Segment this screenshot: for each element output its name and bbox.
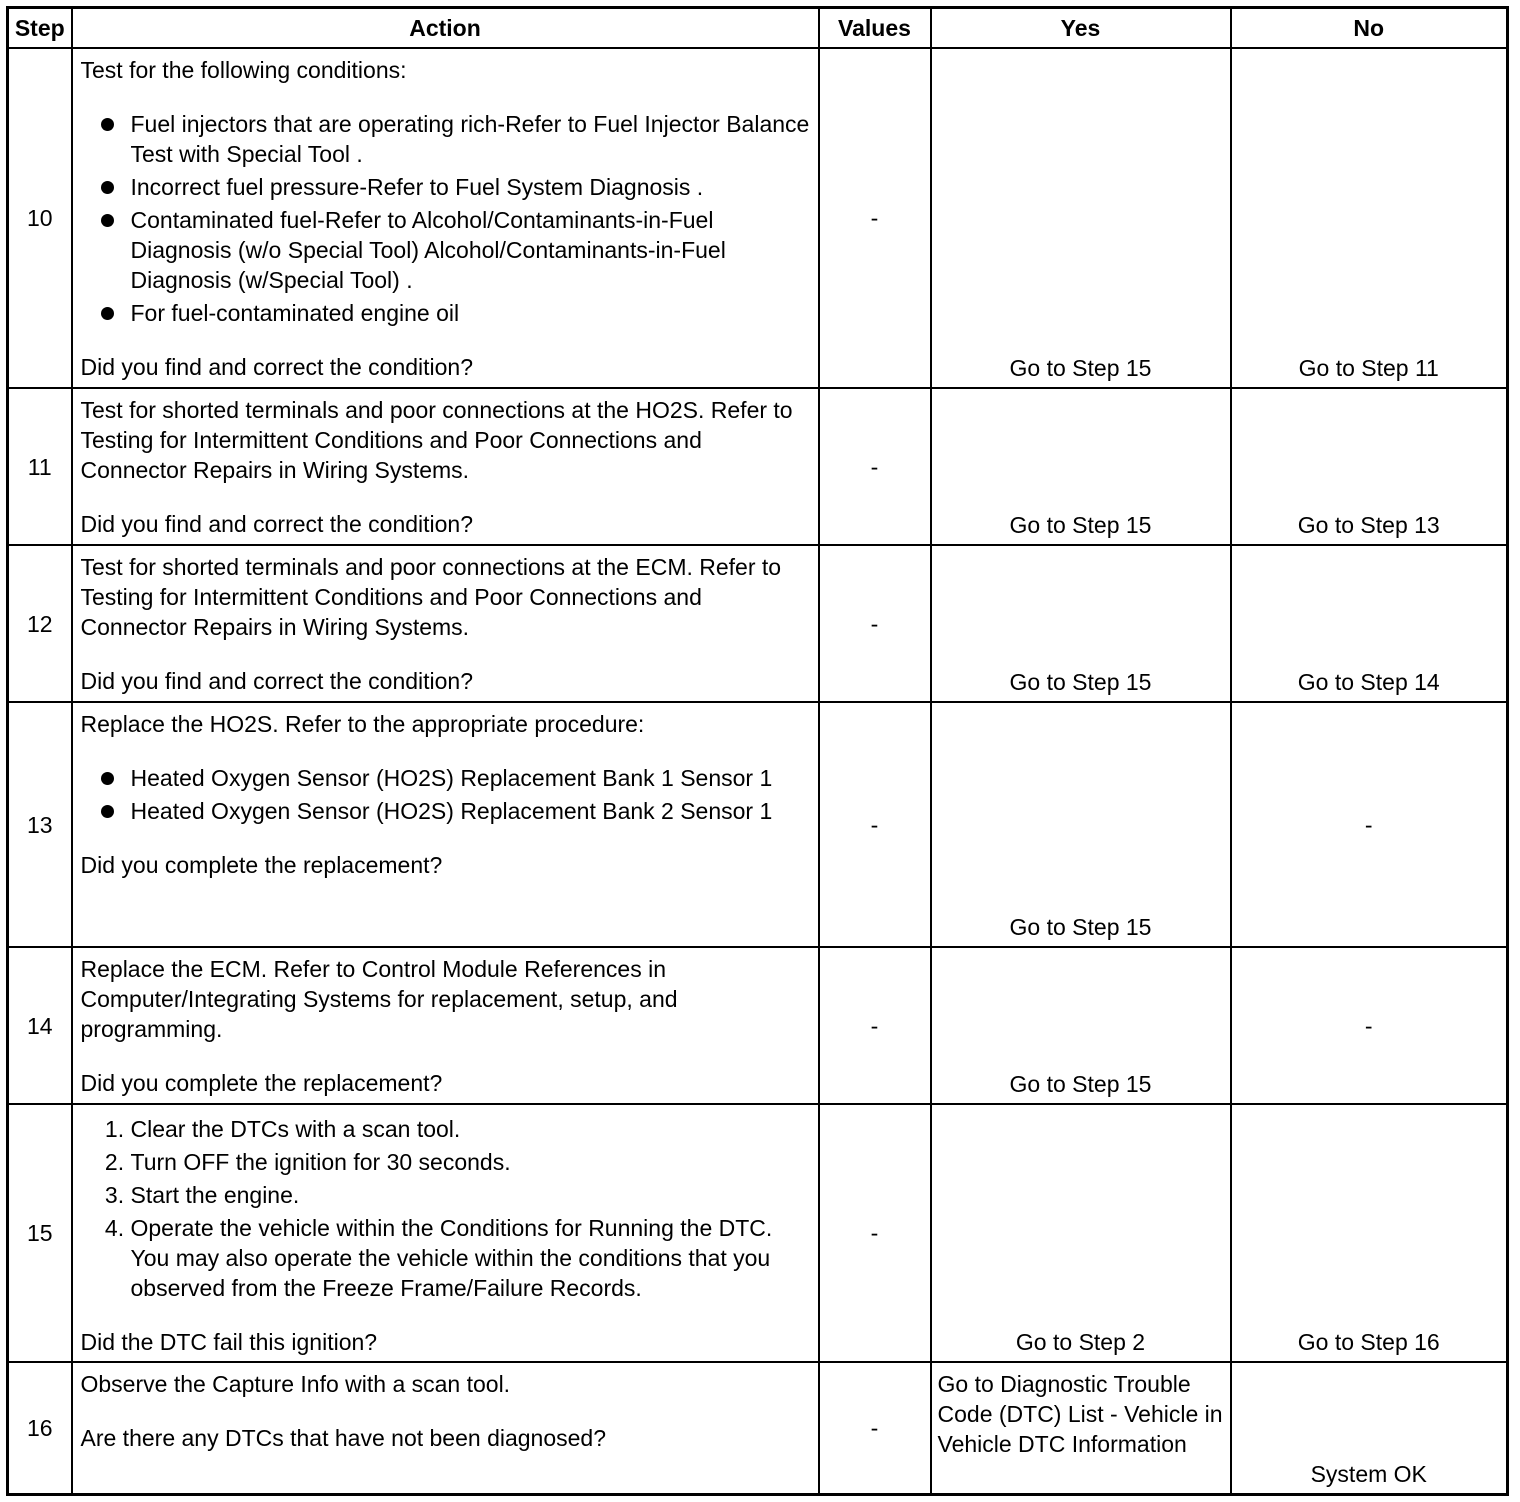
header-no: No [1231, 8, 1508, 49]
action-intro: Test for shorted terminals and poor connections at the HO2S. Refer to Testing for Intermittent Conditions and Poor Connections and Connector Repairs in Wiring Systems. [80, 397, 793, 483]
action-cell [72, 388, 819, 545]
header-action: Action [72, 8, 819, 49]
action-cell [72, 947, 819, 1104]
action-cell [72, 1362, 819, 1494]
bullet-list [81, 109, 810, 328]
yes-cell: Go to Diagnostic Trouble Code (DTC) List - Vehicle in Vehicle DTC Information [931, 1362, 1231, 1494]
step-number: 11 [8, 388, 72, 545]
action-intro: Test for shorted terminals and poor connections at the ECM. Refer to Testing for Intermittent Conditions and Poor Connections and Connector Repairs in Wiring Systems. [80, 554, 782, 640]
header-row [8, 8, 1508, 49]
step-number: 15 [8, 1104, 72, 1362]
no-cell: Go to Step 16 [1231, 1104, 1508, 1362]
no-cell: - [1231, 702, 1508, 947]
values-cell: - [819, 702, 931, 947]
list-item: 3. Start the engine. [131, 1180, 810, 1210]
list-item: For fuel-contaminated engine oil [131, 298, 810, 328]
table-row [8, 48, 1508, 388]
list-item: Heated Oxygen Sensor (HO2S) Replacement Bank 2 Sensor 1 [131, 796, 810, 826]
no-cell: Go to Step 13 [1231, 388, 1508, 545]
numbered-list [81, 1114, 810, 1303]
yes-cell: Go to Step 15 [931, 947, 1231, 1104]
step-number: 13 [8, 702, 72, 947]
no-cell: - [1231, 947, 1508, 1104]
values-cell: - [819, 1362, 931, 1494]
action-cell [72, 702, 819, 947]
action-intro: Replace the HO2S. Refer to the appropriate procedure: [80, 711, 645, 737]
action-question: Did you find and correct the condition? [80, 668, 474, 694]
step-number: 14 [8, 947, 72, 1104]
step-number: 12 [8, 545, 72, 702]
yes-cell: Go to Step 15 [931, 545, 1231, 702]
list-item: 1. Clear the DTCs with a scan tool. [131, 1114, 810, 1144]
action-intro: Replace the ECM. Refer to Control Module References in Computer/Integrating Systems for replacement, setup, and programming. [80, 956, 678, 1042]
table-row [8, 947, 1508, 1104]
header-values: Values [819, 8, 931, 49]
header-step: Step [8, 8, 72, 49]
no-cell: Go to Step 14 [1231, 545, 1508, 702]
values-cell: - [819, 1104, 931, 1362]
list-item: Contaminated fuel-Refer to Alcohol/Contaminants-in-Fuel Diagnosis (w/o Special Tool) Alcohol/Contaminants-in-Fuel Diagnosis (w/Special Tool) . [131, 205, 810, 295]
list-item: Incorrect fuel pressure-Refer to Fuel System Diagnosis . [131, 172, 810, 202]
yes-cell: Go to Step 15 [931, 702, 1231, 947]
yes-cell: Go to Step 2 [931, 1104, 1231, 1362]
list-item: 4. Operate the vehicle within the Conditions for Running the DTC. You may also operate the vehicle within the conditions that you observed from the Freeze Frame/Failure Records. [131, 1213, 810, 1303]
action-intro: Test for the following conditions: [80, 57, 407, 83]
no-cell: Go to Step 11 [1231, 48, 1508, 388]
yes-cell: Go to Step 15 [931, 388, 1231, 545]
action-question: Did you complete the replacement? [80, 852, 443, 878]
action-intro: Observe the Capture Info with a scan tool. [80, 1371, 511, 1397]
action-cell [72, 48, 819, 388]
diagnostic-table [6, 6, 1509, 1496]
action-question: Are there any DTCs that have not been diagnosed? [80, 1425, 607, 1451]
table-row [8, 1104, 1508, 1362]
step-number: 16 [8, 1362, 72, 1494]
yes-cell: Go to Step 15 [931, 48, 1231, 388]
list-item: 2. Turn OFF the ignition for 30 seconds. [131, 1147, 810, 1177]
action-cell [72, 545, 819, 702]
table-row [8, 702, 1508, 947]
list-item: Fuel injectors that are operating rich-Refer to Fuel Injector Balance Test with Special Tool . [130, 111, 810, 167]
bullet-list [81, 763, 810, 826]
no-cell: System OK [1231, 1362, 1508, 1494]
values-cell: - [819, 947, 931, 1104]
table-row [8, 545, 1508, 702]
list-item: Heated Oxygen Sensor (HO2S) Replacement Bank 1 Sensor 1 [131, 763, 810, 793]
action-cell [72, 1104, 819, 1362]
table-row [8, 1362, 1508, 1494]
action-question: Did you find and correct the condition? [80, 354, 474, 380]
action-question: Did the DTC fail this ignition? [80, 1329, 378, 1355]
table-row [8, 388, 1508, 545]
header-yes: Yes [931, 8, 1231, 49]
action-question: Did you find and correct the condition? [80, 511, 474, 537]
action-question: Did you complete the replacement? [80, 1070, 443, 1096]
values-cell: - [819, 388, 931, 545]
values-cell: - [819, 545, 931, 702]
step-number: 10 [8, 48, 72, 388]
values-cell: - [819, 48, 931, 388]
